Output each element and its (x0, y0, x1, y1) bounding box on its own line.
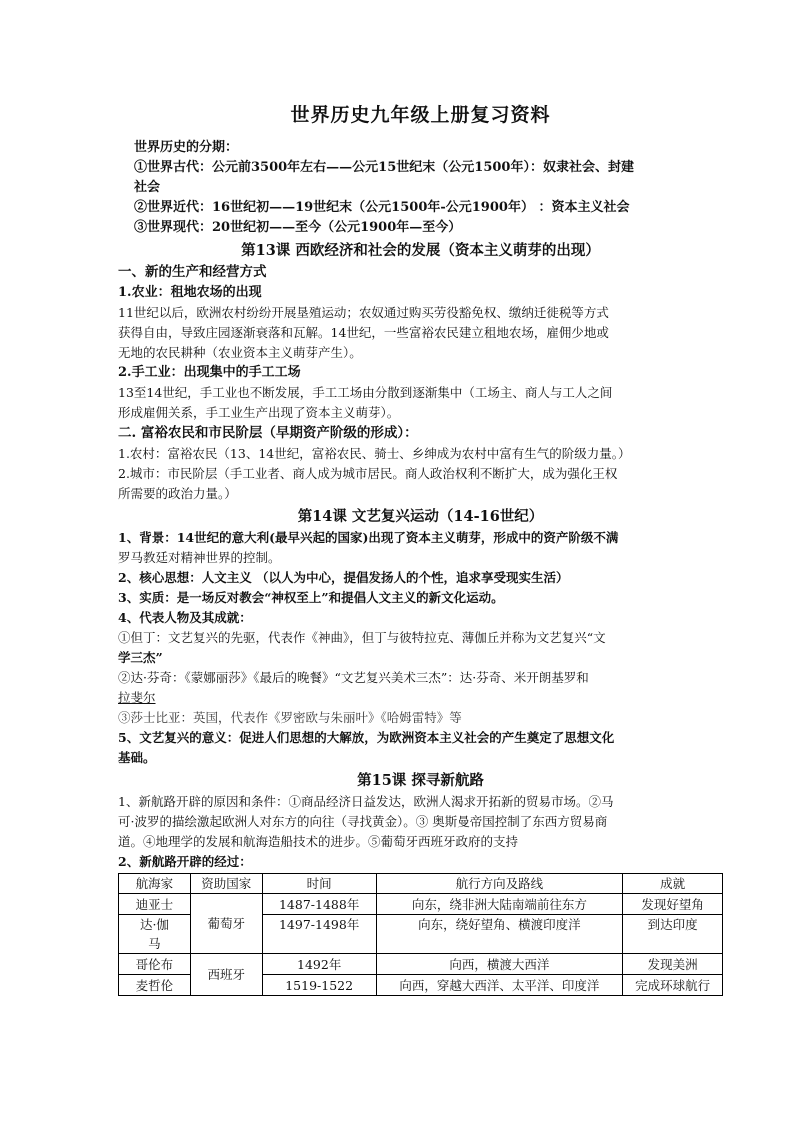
handicraft-heading: 2.手工业：出现集中的手工工场 (118, 365, 301, 380)
navigator-cell: 哥伦布 (119, 954, 191, 975)
renaissance-meaning-line2: 基础。 (118, 750, 156, 765)
lesson13-title: 第13课 西欧经济和社会的发展（资本主义萌芽的出现） (241, 242, 600, 259)
navigator-cell (119, 915, 191, 954)
table-header-row (119, 874, 723, 894)
city-text-line1: 2.城市：市民阶层（手工业者、商人成为城市居民。商人政治权利不断扩大，成为强化王权 (118, 466, 618, 481)
route-cell: 向西，横渡大西洋 (376, 954, 623, 975)
shakespeare-line: ③莎士比亚：英国，代表作《罗密欧与朱丽叶》《哈姆雷特》等 (118, 710, 462, 725)
table-row (119, 954, 723, 975)
handicraft-text-line1: 13至14世纪，手工业也不断发展，手工工场由分散到逐渐集中（工场主、商人与工人之间 (118, 385, 613, 400)
renaissance-meaning-line1: 5、文艺复兴的意义：促进人们思想的大解放，为欧洲资本主义社会的产生奠定了思想文化 (118, 730, 615, 745)
route-course-heading: 2、新航路开辟的经过： (118, 854, 252, 869)
agriculture-text-line1: 11世纪以后，欧洲农村纷纷开展垦殖运动；农奴通过购买劳役豁免权、缴纳迁徙税等方式 (118, 305, 609, 320)
route-conditions-line3: 道。④地理学的发展和航海造船技术的进步。⑤葡萄牙西班牙政府的支持 (118, 834, 519, 849)
agriculture-heading: 1.农业：租地农场的出现 (118, 285, 262, 300)
history-periods (118, 138, 723, 238)
period-ancient-line1: ①世界古代：公元前3500年左右——公元15世纪末（公元1500年）：奴隶社会、封建 (134, 160, 634, 175)
route-cell: 向东，绕非洲大陆南端前往东方 (376, 894, 623, 915)
navigator-cell: 麦哲伦 (119, 975, 191, 996)
navigator-cell: 迪亚士 (119, 894, 191, 915)
time-cell: 1492年 (262, 954, 376, 975)
navigation-table (118, 873, 723, 996)
dante-line2: 学三杰” (118, 650, 163, 665)
period-ancient-line2: 社会 (134, 180, 161, 195)
davinci-line2: 拉斐尔 (118, 690, 156, 705)
period-contemporary: ③世界现代：20世纪初——至今（公元1900年—至今） (134, 220, 462, 235)
agriculture-text-line2: 获得自由，导致庄园逐渐衰落和瓦解。14世纪，一些富裕农民建立租地农场，雇佣少地或 (118, 325, 609, 340)
renaissance-core-idea: 2、核心思想：人文主义 （以人为中心，提倡发扬人的个性，追求享受现实生活） (118, 570, 569, 585)
city-text-line2: 所需要的政治力量。） (118, 486, 237, 501)
lesson13-section2-heading: 二. 富裕农民和市民阶层（早期资产阶级的形成）： (118, 425, 418, 441)
renaissance-background-line1: 1、背景：14世纪的意大利(最早兴起的国家)出现了资本主义萌芽，形成中的资产阶级不满 (118, 530, 619, 545)
periods-heading: 世界历史的分期： (134, 140, 239, 155)
country-cell: 西班牙 (190, 954, 262, 996)
result-cell: 发现好望角 (623, 894, 723, 915)
navigator-name-line1: 达·伽 (139, 917, 169, 932)
country-cell: 葡萄牙 (190, 894, 262, 954)
route-conditions-line2: 可·波罗的描绘激起欧洲人对东方的向往（寻找黄金）。③ 奥斯曼帝国控制了东西方贸易商 (118, 814, 608, 829)
lesson13-section1-heading: 一、新的生产和经营方式 (118, 264, 267, 280)
navigator-name-line2: 马 (148, 936, 161, 951)
route-conditions-line1: 1、新航路开辟的原因和条件：①商品经济日益发达，欧洲人渴求开拓新的贸易市场。②马 (118, 794, 614, 809)
time-cell: 1487-1488年 (262, 894, 376, 915)
table-header-cell: 时间 (262, 874, 376, 894)
table-header-cell: 航行方向及路线 (376, 874, 623, 894)
dante-line1: ①但丁：文艺复兴的先驱，代表作《神曲》，但丁与彼特拉克、薄伽丘并称为文艺复兴“文 (118, 630, 606, 645)
renaissance-background-line2: 罗马教廷对精神世界的控制。 (118, 550, 281, 565)
time-cell: 1497-1498年 (262, 915, 376, 954)
table-header-cell: 成就 (623, 874, 723, 894)
handicraft-text-line2: 形成雇佣关系，手工业生产出现了资本主义萌芽）。 (118, 405, 400, 420)
result-cell: 发现美洲 (623, 954, 723, 975)
davinci-line1: ②达·芬奇：《蒙娜丽莎》《最后的晚餐》“文艺复兴美术三杰”：达·芬奇、米开朗基罗和 (118, 670, 589, 685)
route-cell: 向西，穿越大西洋、太平洋、印度洋 (376, 975, 623, 996)
time-cell: 1519-1522 (262, 975, 376, 996)
result-cell: 到达印度 (623, 915, 723, 954)
agriculture-text-line3: 无地的农民耕种（农业资本主义萌芽产生）。 (118, 345, 362, 360)
lesson14-title: 第14课 文艺复兴运动（14-16世纪） (297, 508, 544, 525)
rural-text: 1.农村：富裕农民（13、14世纪，富裕农民、骑士、乡绅成为农村中富有生气的阶级力量。） (118, 446, 631, 461)
table-header-cell: 航海家 (119, 874, 191, 894)
lesson15-title: 第15课 探寻新航路 (357, 772, 484, 789)
representatives-heading: 4、代表人物及其成就： (118, 610, 252, 625)
renaissance-essence: 3、实质：是一场反对教会“神权至上”和提倡人文主义的新文化运动。 (118, 590, 504, 605)
result-cell: 完成环球航行 (623, 975, 723, 996)
route-cell: 向东，绕好望角、横渡印度洋 (376, 915, 623, 954)
document-page (118, 100, 723, 996)
period-modern: ②世界近代：16世纪初——19世纪末（公元1500年-公元1900年） ：资本主义社会 (134, 200, 630, 215)
table-row (119, 894, 723, 915)
document-title: 世界历史九年级上册复习资料 (290, 104, 551, 126)
table-header-cell: 资助国家 (190, 874, 262, 894)
